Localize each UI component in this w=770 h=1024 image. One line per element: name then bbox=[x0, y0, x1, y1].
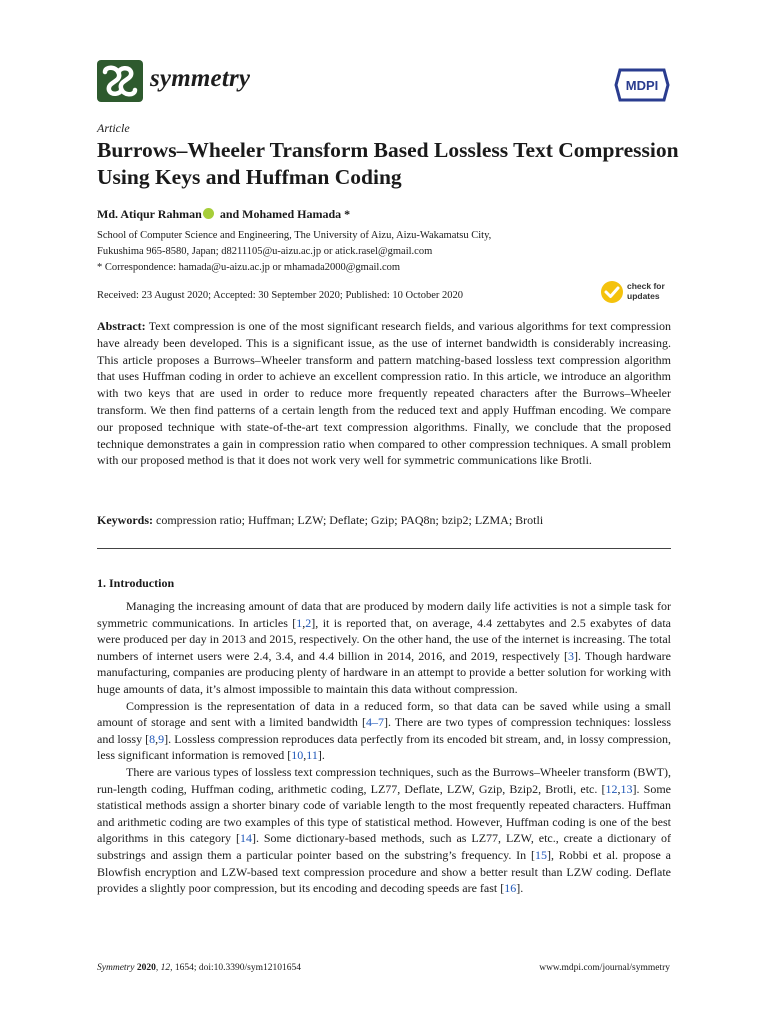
author-list bbox=[97, 207, 350, 222]
affiliation-block bbox=[97, 228, 677, 276]
citation-link[interactable]: 16 bbox=[504, 881, 517, 896]
journal-name: symmetry bbox=[150, 65, 251, 92]
citation-link[interactable]: 8 bbox=[149, 731, 156, 746]
keywords-text: compression ratio; Huffman; LZW; Deflate; Gzip; PAQ8n; bzip2; LZMA; Brotli bbox=[153, 513, 544, 527]
affiliation-line: Fukushima 965-8580, Japan; d8211105@u-aizu.ac.jp or atick.rasel@gmail.com bbox=[97, 246, 433, 257]
author-conjunction: and bbox=[216, 207, 243, 221]
check-for-updates-button[interactable] bbox=[600, 279, 680, 305]
orcid-icon[interactable] bbox=[203, 208, 214, 219]
abstract-label: Abstract: bbox=[97, 319, 146, 333]
citation-link[interactable]: 14 bbox=[239, 831, 252, 846]
paragraph: Compression is the representation of data in a reduced form, so that data can be saved while using a small amount of storage and sent with a limited bandwidth [4–7]. There are two types of compression techniques: lossless and lossy [8,9]. Lossless compression reproduces data perfectly from its encoded bit stream, and, in lossy compression, less significant information is removed [10,11]. bbox=[97, 698, 671, 763]
section-heading: 1. Introduction bbox=[97, 576, 175, 590]
journal-url-link[interactable]: www.mdpi.com/journal/symmetry bbox=[539, 963, 670, 973]
abstract-text: Text compression is one of the most significant research fields, and various algorithms for text compression have already been developed. This is a significant issue, as the use of internet bandwidth is considerably increasing. This article proposes a Burrows–Wheeler transform and pattern matching-based lossless text compression algorithm that uses Huffman coding in order to achieve an excellent compression ratio. In this article, we introduce an algorithm with two keys that are used in order to reduce more frequently repeated characters after the Burrows–Wheeler transform. We then find patterns of a certain length from the reduced text and apply Huffman encoding. We compare our proposed technique with state-of-the-art text compression algorithms. Finally, we conclude that the proposed technique demonstrates a gain in compression ratio when compared to other compression techniques. A small problem with our proposed method is that it does not work very well for symmetric communications like Brotli. bbox=[97, 319, 671, 468]
citation-link[interactable]: 1 bbox=[296, 615, 303, 630]
citation-link[interactable]: 3 bbox=[568, 648, 575, 663]
mdpi-logo-text: MDPI bbox=[625, 78, 659, 93]
article-title: Burrows–Wheeler Transform Based Lossless Text Compression Using Keys and Huffman Coding bbox=[97, 138, 679, 189]
citation-link[interactable]: 9 bbox=[158, 731, 165, 746]
abstract bbox=[97, 318, 671, 469]
citation-link[interactable]: 2 bbox=[305, 615, 312, 630]
citation-link[interactable]: 4–7 bbox=[365, 715, 384, 730]
author-rahman[interactable]: Md. Atiqur Rahman bbox=[97, 207, 202, 221]
affiliation-line: School of Computer Science and Engineering, The University of Aizu, Aizu-Wakamatsu City, bbox=[97, 230, 492, 241]
citation-link[interactable]: 11 bbox=[306, 748, 318, 763]
citation-link[interactable]: 10 bbox=[291, 748, 304, 763]
citation-footer: Symmetry 2020, 12, 1654; doi:10.3390/sym12101654 bbox=[97, 963, 301, 973]
symmetry-logo-icon bbox=[97, 60, 143, 102]
publication-dates: Received: 23 August 2020; Accepted: 30 September 2020; Published: 10 October 2020 bbox=[97, 290, 463, 301]
section-body bbox=[97, 598, 671, 897]
keywords-label: Keywords: bbox=[97, 513, 153, 527]
author-hamada[interactable]: Mohamed Hamada * bbox=[242, 207, 351, 221]
citation-link[interactable]: 12 bbox=[605, 781, 618, 796]
correspondence-line: * Correspondence: hamada@u-aizu.ac.jp or mhamada2000@gmail.com bbox=[97, 262, 401, 273]
check-updates-icon bbox=[600, 280, 624, 304]
paragraph: Managing the increasing amount of data that are produced by modern daily life activities is not a simple task for symmetric communications. In articles [1,2], it is reported that, on average, 4.4 zettabytes and 2.5 exabytes of data were produced per day in 2013 and 2015, respectively. On the other hand, the use of the internet is increasing. The total numbers of internet users were 2.4, 3.4, and 4.4 billion in 2014, 2016, and 2019, respectively [3]. Though hardware manufacturing, companies are producing plenty of hardware in an attempt to provide a better solution for working with huge amounts of data, it’s almost impossible to maintain this data without compression. bbox=[97, 599, 671, 696]
article-type: Article bbox=[97, 121, 130, 135]
section-divider bbox=[97, 548, 671, 549]
keywords bbox=[97, 513, 671, 528]
citation-link[interactable]: 15 bbox=[534, 847, 547, 862]
paragraph: There are various types of lossless text compression techniques, such as the Burrows–Wheeler transform (BWT), run-length coding, Huffman coding, arithmetic coding, LZ77, Deflate, LZW, Gzip, Bzip2, Brotli, etc. [12,13]. Some statistical methods assign a shorter binary code of variable length to the most frequently repeated characters. Huffman and arithmetic coding are two examples of this type of statistical method. However, Huffman coding is one of the best algorithms in this category [14]. Some dictionary-based methods, such as LZ77, LZW, etc., create a dictionary of substrings and assign them a particular pointer based on the substring’s frequency. In [15], Robbi et al. propose a Blowfish encryption and LZW-based text compression procedure and show a better result than LZW coding. Deflate provides a slightly poor compression, but its encoding and decoding speeds are fast [16]. bbox=[97, 764, 671, 896]
citation-link[interactable]: 13 bbox=[620, 781, 633, 796]
check-updates-label: check for updates bbox=[627, 281, 665, 301]
mdpi-logo-icon bbox=[614, 68, 670, 102]
